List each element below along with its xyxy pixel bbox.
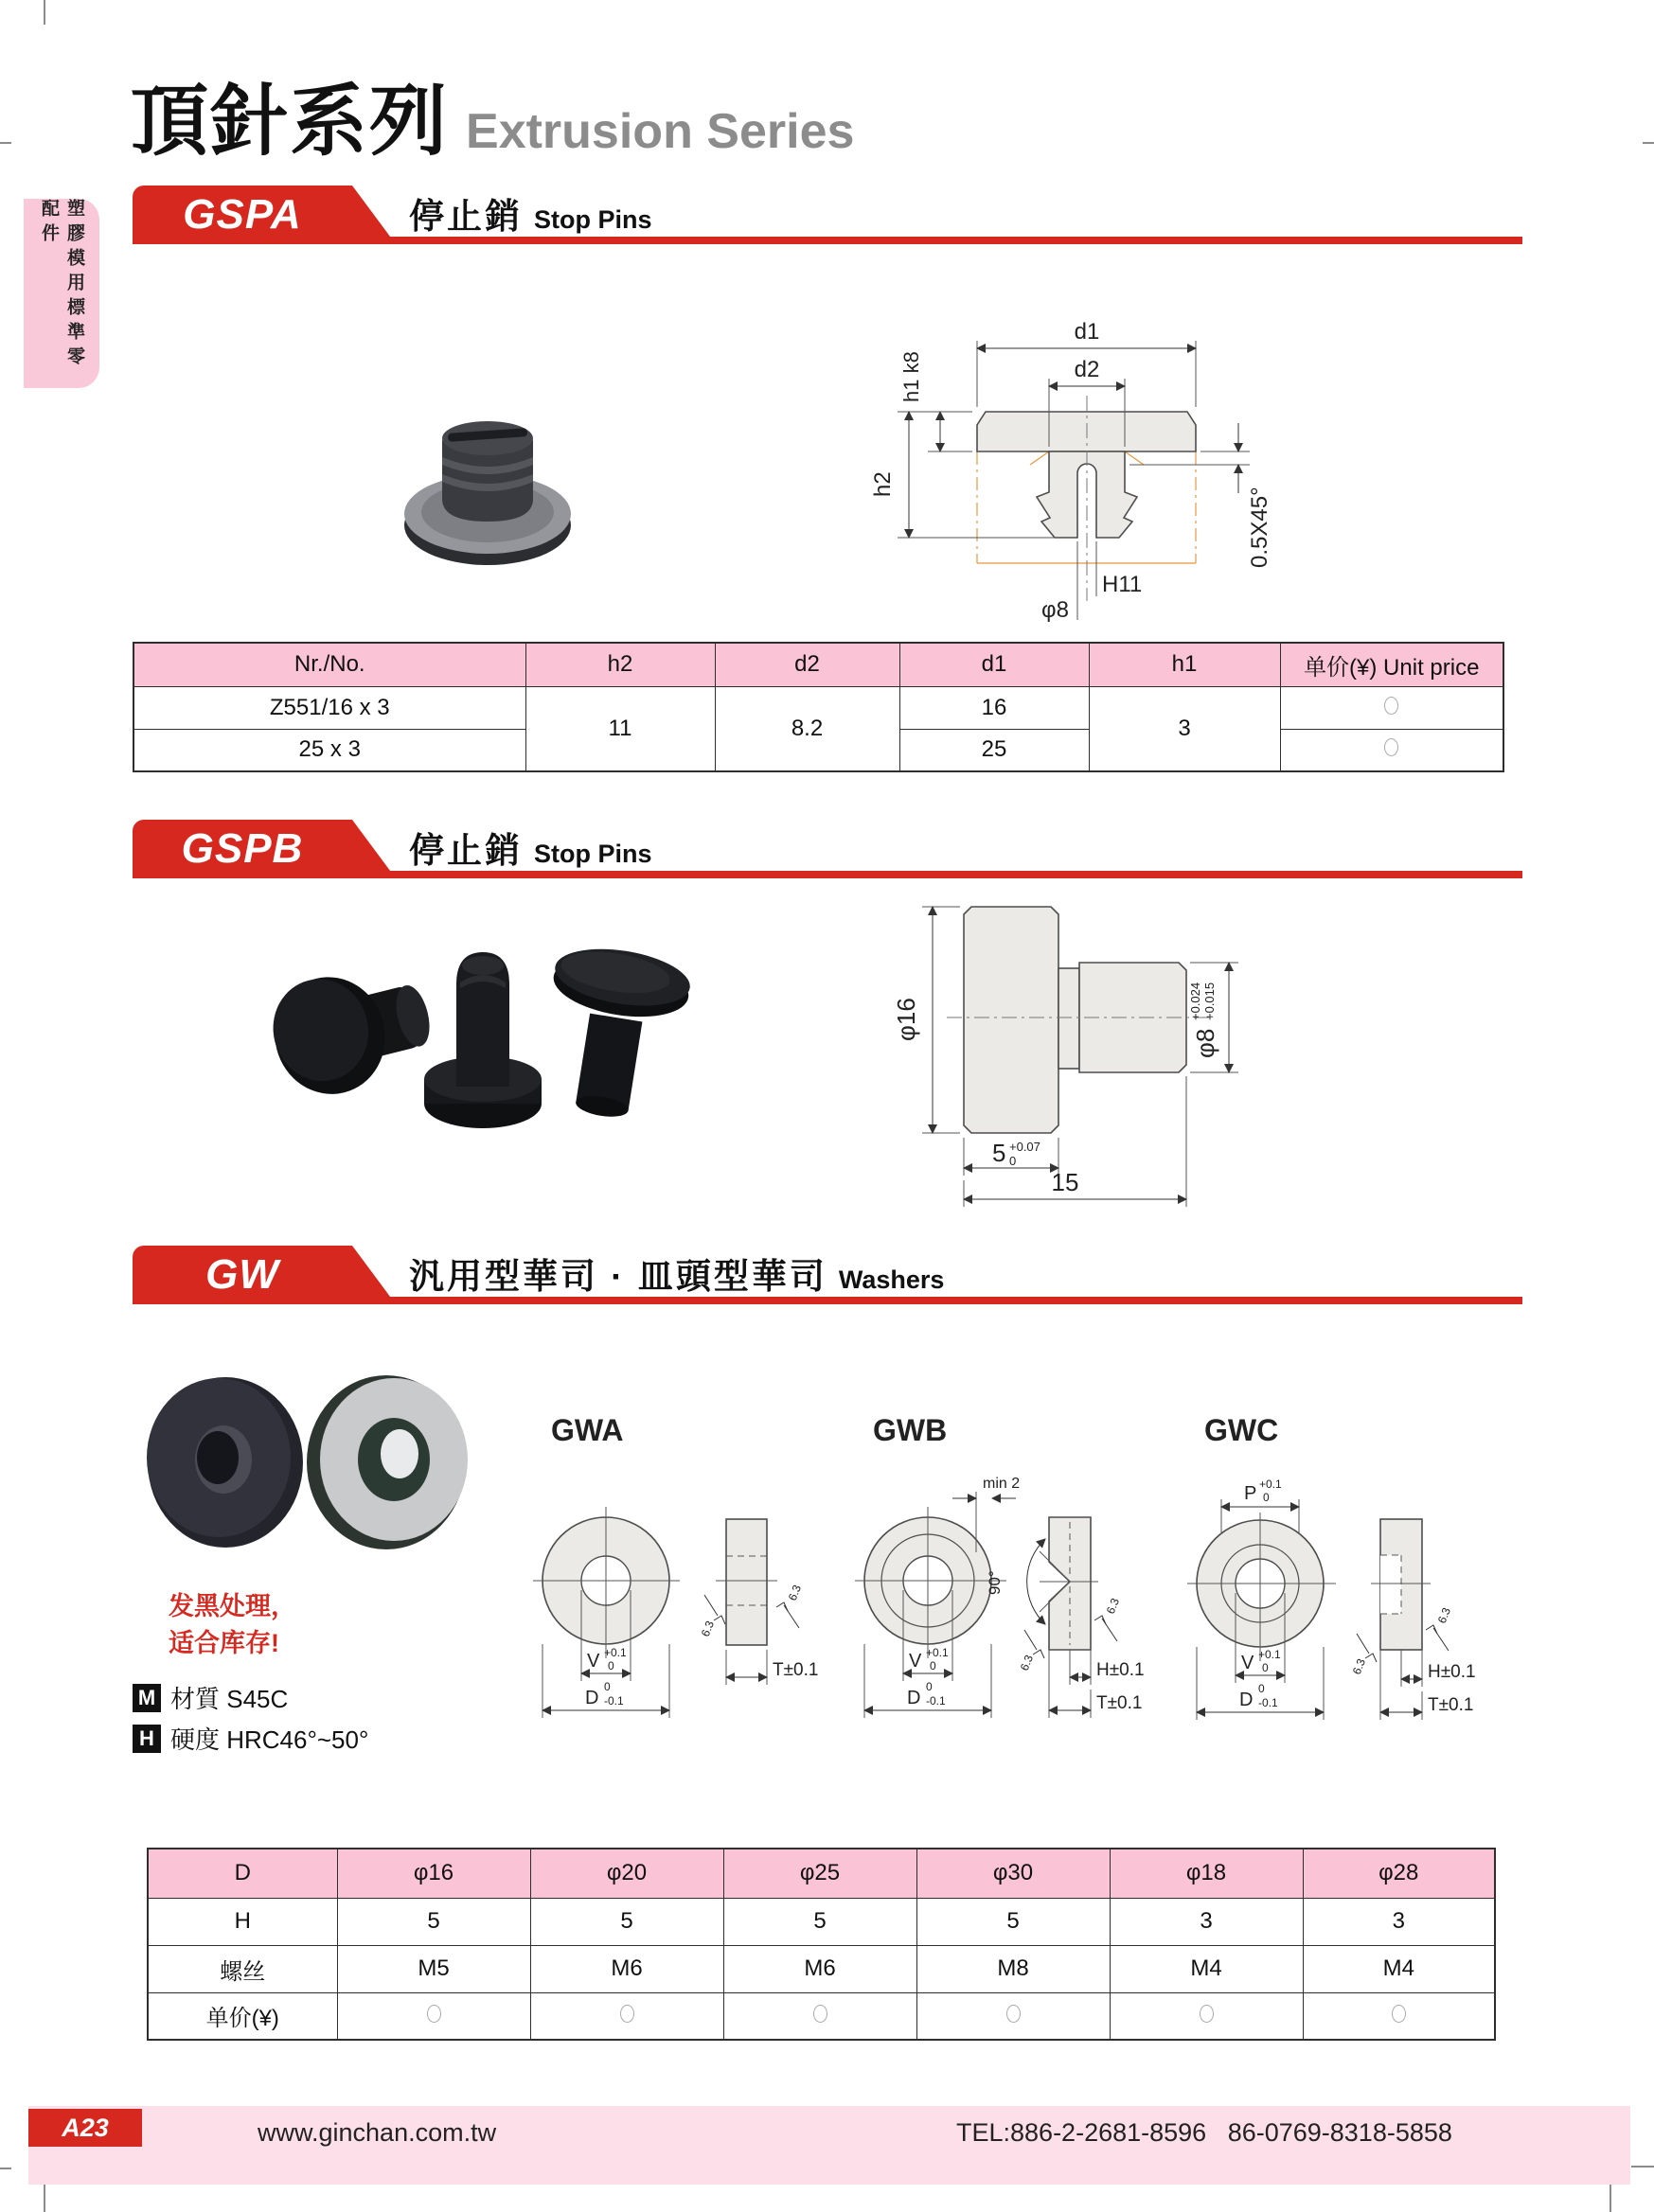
price-circle — [1384, 697, 1398, 715]
price-circle — [1200, 2005, 1214, 2023]
gwc-dim-h: H±0.1 — [1428, 1662, 1476, 1682]
gspa-subtitle-en: Stop Pins — [534, 205, 652, 234]
gw-h-6: 3 — [1303, 1898, 1495, 1945]
gw-screw-5: M4 — [1110, 1945, 1303, 1992]
gw-subtitle-en: Washers — [838, 1265, 945, 1294]
gw-row-d-label: D — [148, 1849, 337, 1898]
crop-mark — [1643, 142, 1654, 144]
gwa-dim-d-tol-bot: -0.1 — [604, 1694, 624, 1708]
gwc-dim-d-tol-bot: -0.1 — [1258, 1696, 1278, 1709]
gspa-value-d2: 8.2 — [715, 686, 899, 771]
gw-price-5 — [1110, 1992, 1303, 2040]
gw-h-3: 5 — [723, 1898, 916, 1945]
gw-h-4: 5 — [916, 1898, 1110, 1945]
gspa-col-h1: h1 — [1089, 643, 1280, 686]
gwc-finish-left: 6.3 — [1349, 1656, 1369, 1677]
gw-screw-6: M4 — [1303, 1945, 1495, 1992]
gspb-section-subtitle — [409, 822, 652, 873]
gspb-dim-len-head: 5 — [992, 1139, 1006, 1167]
gwa-dim-v: V — [587, 1651, 600, 1672]
gwb-dim-angle: 90° — [986, 1570, 1004, 1595]
gwb-finish-left: 6.3 — [1017, 1653, 1037, 1673]
table-row — [133, 686, 1503, 729]
gspa-col-price: 单价(¥) Unit price — [1280, 643, 1503, 686]
gwc-dim-p-tol-top: +0.1 — [1259, 1478, 1282, 1491]
gspa-section-subtitle — [409, 187, 652, 239]
gspa-dim-d2: d2 — [1074, 357, 1100, 382]
gw-code: GW — [205, 1251, 279, 1298]
page-title-zh: 頂針系列 — [131, 79, 450, 165]
gwb-dim-d: D — [907, 1688, 921, 1708]
footer-website[interactable]: www.ginchan.com.tw — [258, 2118, 497, 2147]
crop-mark — [0, 2168, 11, 2169]
gwb-dim-v-tol-bot: 0 — [930, 1659, 936, 1672]
gspa-value-h1: 3 — [1089, 686, 1280, 771]
gw-d-1: φ16 — [337, 1849, 530, 1898]
gw-note-line1: 发黑处理， — [169, 1592, 296, 1620]
gspa-row2-d1: 25 — [899, 729, 1089, 771]
gspa-dim-fit: H11 — [1102, 572, 1143, 597]
gspa-row1-price — [1280, 686, 1503, 729]
gwc-finish-right: 6.3 — [1434, 1605, 1454, 1626]
gwa-title: GWA — [551, 1413, 624, 1447]
gw-section-subtitle — [409, 1248, 944, 1299]
gwc-dim-d: D — [1239, 1690, 1254, 1710]
price-circle — [1384, 738, 1398, 756]
gw-d-2: φ20 — [530, 1849, 723, 1898]
gw-h-2: 5 — [530, 1898, 723, 1945]
gwa-dim-v-tol-bot: 0 — [608, 1659, 614, 1672]
gw-price-3 — [723, 1992, 916, 2040]
gwc-dim-d-tol-top: 0 — [1258, 1682, 1265, 1695]
gw-screw-4: M8 — [916, 1945, 1110, 1992]
gwb-dim-v: V — [909, 1651, 922, 1672]
gw-spec-table — [147, 1848, 1496, 2041]
gw-subtitle-zh: 汎用型華司 · 皿頭型華司 — [409, 1257, 827, 1296]
gspb-subtitle-zh: 停止銷 — [409, 831, 523, 870]
material-badge: M — [133, 1684, 161, 1712]
gspb-dim-dia-small-tol-top: +0.024 — [1188, 982, 1202, 1020]
gspb-dim-len-head-tol-top: +0.07 — [1009, 1140, 1040, 1154]
gwb-diagram — [850, 1401, 1163, 1732]
gw-material-line — [133, 1680, 288, 1715]
gwb-dim-h: H±0.1 — [1096, 1660, 1145, 1680]
gwa-dim-t: T±0.1 — [773, 1660, 819, 1680]
gw-h-5: 3 — [1110, 1898, 1303, 1945]
gw-price-6 — [1303, 1992, 1495, 2040]
gspb-technical-drawing — [880, 890, 1335, 1230]
gw-section-badge — [133, 1246, 352, 1304]
gw-row-price-label: 单价(¥) — [148, 1992, 337, 2040]
price-circle — [1392, 2005, 1406, 2023]
gspa-dim-d1: d1 — [1074, 319, 1100, 345]
price-circle — [620, 2005, 634, 2023]
gwb-dim-t: T±0.1 — [1096, 1693, 1143, 1713]
side-tab-label: 塑膠模用標準零配件 — [39, 199, 84, 371]
gspb-dim-dia-big: φ16 — [892, 998, 920, 1041]
gspa-col-no: Nr./No. — [133, 643, 525, 686]
crop-mark — [1631, 2166, 1654, 2168]
footer-tel: TEL:886-2-2681-8596 86-0769-8318-5858 — [956, 2118, 1452, 2147]
gspb-subtitle-en: Stop Pins — [534, 840, 652, 868]
gwc-diagram — [1182, 1401, 1494, 1732]
side-tab-category — [24, 199, 99, 388]
gspb-dim-dia-small-tol-bottom: +0.015 — [1202, 982, 1217, 1020]
gw-price-4 — [916, 1992, 1110, 2040]
gwc-title: GWC — [1204, 1413, 1279, 1447]
gspb-dim-len-head-tol-bottom: 0 — [1009, 1154, 1017, 1168]
gspb-section-badge — [133, 820, 352, 878]
gspa-technical-drawing — [814, 284, 1325, 634]
gspa-dim-h2: h2 — [870, 471, 896, 497]
gw-d-4: φ30 — [916, 1849, 1110, 1898]
gwa-finish-right: 6.3 — [785, 1583, 805, 1603]
gw-price-2 — [530, 1992, 723, 2040]
price-circle — [1006, 2005, 1021, 2023]
gwb-dim-d-tol-bot: -0.1 — [926, 1694, 946, 1708]
gwa-dim-d: D — [585, 1688, 599, 1708]
gwc-dim-t: T±0.1 — [1428, 1695, 1474, 1715]
gspa-product-photo — [393, 383, 582, 573]
crop-mark — [1610, 2185, 1611, 2212]
gspa-col-d1: d1 — [899, 643, 1089, 686]
page-title — [131, 79, 855, 165]
gwc-dim-v-tol-top: +0.1 — [1258, 1648, 1281, 1661]
gwb-finish-right: 6.3 — [1103, 1596, 1123, 1617]
gspa-row1-d1: 16 — [899, 686, 1089, 729]
gspa-spec-table — [133, 642, 1504, 772]
gspa-row2-price — [1280, 729, 1503, 771]
gwc-dim-v: V — [1241, 1653, 1254, 1673]
gspa-col-h2: h2 — [525, 643, 715, 686]
gspa-subtitle-zh: 停止銷 — [409, 197, 523, 236]
gwc-dim-p-tol-bot: 0 — [1263, 1491, 1270, 1504]
gwc-dim-v-tol-bot: 0 — [1262, 1661, 1269, 1674]
gwa-dim-v-tol-top: +0.1 — [604, 1646, 627, 1659]
gwb-title: GWB — [873, 1413, 948, 1447]
gspa-dim-chamfer: 0.5X45° — [1247, 487, 1272, 568]
gspa-section-badge — [133, 186, 352, 244]
price-circle — [427, 2005, 441, 2023]
gwa-finish-left: 6.3 — [698, 1619, 718, 1639]
gw-note-line2: 适合库存! — [169, 1629, 279, 1658]
gwa-diagram — [528, 1401, 841, 1732]
hardness-text: 硬度 HRC46°~50° — [170, 1725, 369, 1754]
gw-screw-3: M6 — [723, 1945, 916, 1992]
page-title-en: Extrusion Series — [466, 104, 855, 159]
gw-row-h-label: H — [148, 1898, 337, 1945]
price-circle — [813, 2005, 827, 2023]
material-text: 材質 S45C — [170, 1685, 289, 1713]
gw-d-6: φ28 — [1303, 1849, 1495, 1898]
gspa-code: GSPA — [183, 191, 302, 238]
gspa-col-d2: d2 — [715, 643, 899, 686]
gwb-dim-v-tol-top: +0.1 — [926, 1646, 949, 1659]
gspb-code: GSPB — [181, 825, 304, 872]
gspa-value-h2: 11 — [525, 686, 715, 771]
gw-h-1: 5 — [337, 1898, 530, 1945]
gw-screw-1: M5 — [337, 1945, 530, 1992]
gwc-dim-p: P — [1244, 1483, 1257, 1504]
gspa-dim-h1: h1 k8 — [899, 351, 923, 402]
gspa-row1-no: Z551/16 x 3 — [133, 686, 525, 729]
crop-mark — [44, 0, 45, 25]
gw-price-1 — [337, 1992, 530, 2040]
gspa-row2-no: 25 x 3 — [133, 729, 525, 771]
gwb-dim-min2: min 2 — [983, 1476, 1021, 1492]
gw-product-photo — [133, 1363, 483, 1571]
table-row — [148, 1945, 1495, 1992]
table-row — [148, 1898, 1495, 1945]
gw-d-3: φ25 — [723, 1849, 916, 1898]
gw-d-5: φ18 — [1110, 1849, 1303, 1898]
gspb-dim-len-total: 15 — [1051, 1168, 1079, 1196]
gspa-dim-dia: φ8 — [1041, 597, 1069, 623]
table-row — [148, 1992, 1495, 2040]
gw-screw-2: M6 — [530, 1945, 723, 1992]
gspb-product-photo — [256, 928, 691, 1145]
gspb-dim-dia-small: φ8 — [1191, 1028, 1219, 1058]
page-number-badge: A23 — [28, 2109, 142, 2147]
gwa-dim-d-tol-top: 0 — [604, 1680, 611, 1693]
gwb-dim-d-tol-top: 0 — [926, 1680, 933, 1693]
crop-mark — [0, 142, 11, 144]
hardness-badge: H — [133, 1725, 161, 1753]
table-row — [148, 1849, 1495, 1898]
gw-hardness-line — [133, 1721, 368, 1756]
gw-row-screw-label: 螺丝 — [148, 1945, 337, 1992]
gw-note — [169, 1588, 296, 1662]
